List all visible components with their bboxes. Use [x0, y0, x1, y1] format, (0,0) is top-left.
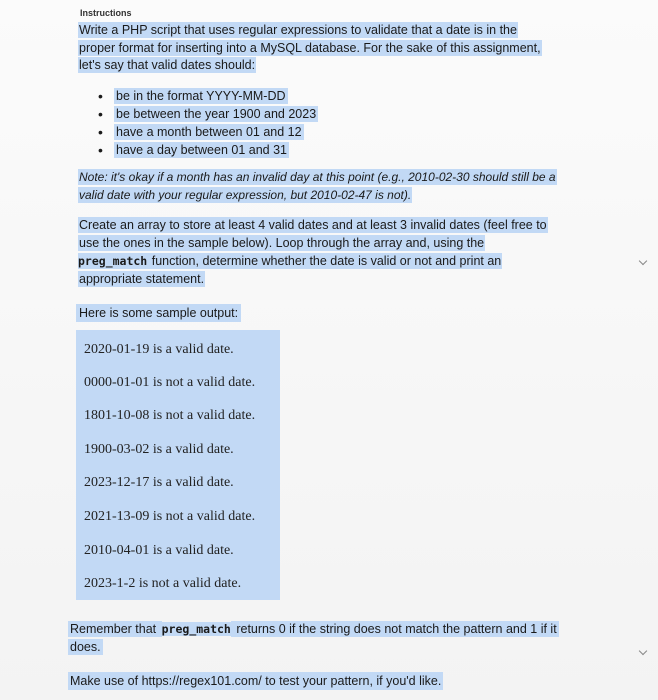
make-use-text: Make use of https://regex101.com/ to test your pattern, if you'd like. [70, 674, 442, 688]
chevron-down-icon [639, 257, 647, 265]
make-use-paragraph [68, 672, 443, 690]
note-paragraph [78, 168, 563, 204]
sample-output-line: 0000-01-01 is not a valid date. [84, 375, 256, 390]
list-item-text: have a month between 01 and 12 [116, 125, 302, 139]
task-text-before: Create an array to store at least 4 valid dates and at least 3 invalid dates (feel free to use the ones in the sample below). Loop through the array and, using the [79, 218, 547, 250]
sample-output-line: 2023-1-2 is not a valid date. [84, 576, 242, 591]
sample-output-label [76, 304, 241, 322]
list-item [96, 105, 318, 123]
sample-output-line: 2023-12-17 is a valid date. [84, 475, 234, 490]
sample-output-line: 2021-13-09 is not a valid date. [84, 509, 256, 524]
chevron-down-icon [639, 647, 647, 655]
preg-match-code: preg_match [161, 622, 231, 636]
preg-match-code: preg_match [78, 254, 148, 268]
remember-text-after: returns 0 if the string does not match the pattern and 1 if it does. [70, 622, 557, 654]
sample-output-line: 2020-01-19 is a valid date. [84, 342, 234, 357]
note-text: Note: it's okay if a month has an invalid day at this point (e.g., 2010-02-30 should still be a valid date with your regular expression, but 2010-02-47 is not). [79, 170, 556, 202]
sample-output-label-text: Here is some sample output: [76, 304, 241, 322]
intro-text: Write a PHP script that uses regular expressions to validate that a date is in the proper format for inserting into a MySQL database. For the sake of this assignment, let's say that valid dates should: [79, 23, 541, 72]
list-item [96, 123, 318, 141]
instructions-heading: Instructions [80, 8, 132, 18]
sample-output-line: 1900-03-02 is a valid date. [84, 442, 234, 457]
remember-text-before: Remember that [70, 622, 160, 636]
intro-paragraph [78, 22, 548, 75]
requirements-list [96, 87, 318, 159]
sample-output-line: 1801-10-08 is not a valid date. [84, 408, 256, 423]
list-item-text: have a day between 01 and 31 [116, 143, 287, 157]
list-item-text: be in the format YYYY-MM-DD [116, 89, 286, 103]
remember-paragraph [68, 620, 563, 656]
list-item-text: be between the year 1900 and 2023 [116, 107, 317, 121]
task-text-after: function, determine whether the date is valid or not and print an appropriate statement. [79, 254, 502, 286]
task-paragraph [78, 216, 548, 288]
sample-output-box [76, 330, 280, 600]
sample-output-line: 2010-04-01 is a valid date. [84, 543, 234, 558]
list-item [96, 87, 318, 105]
list-item [96, 141, 318, 159]
